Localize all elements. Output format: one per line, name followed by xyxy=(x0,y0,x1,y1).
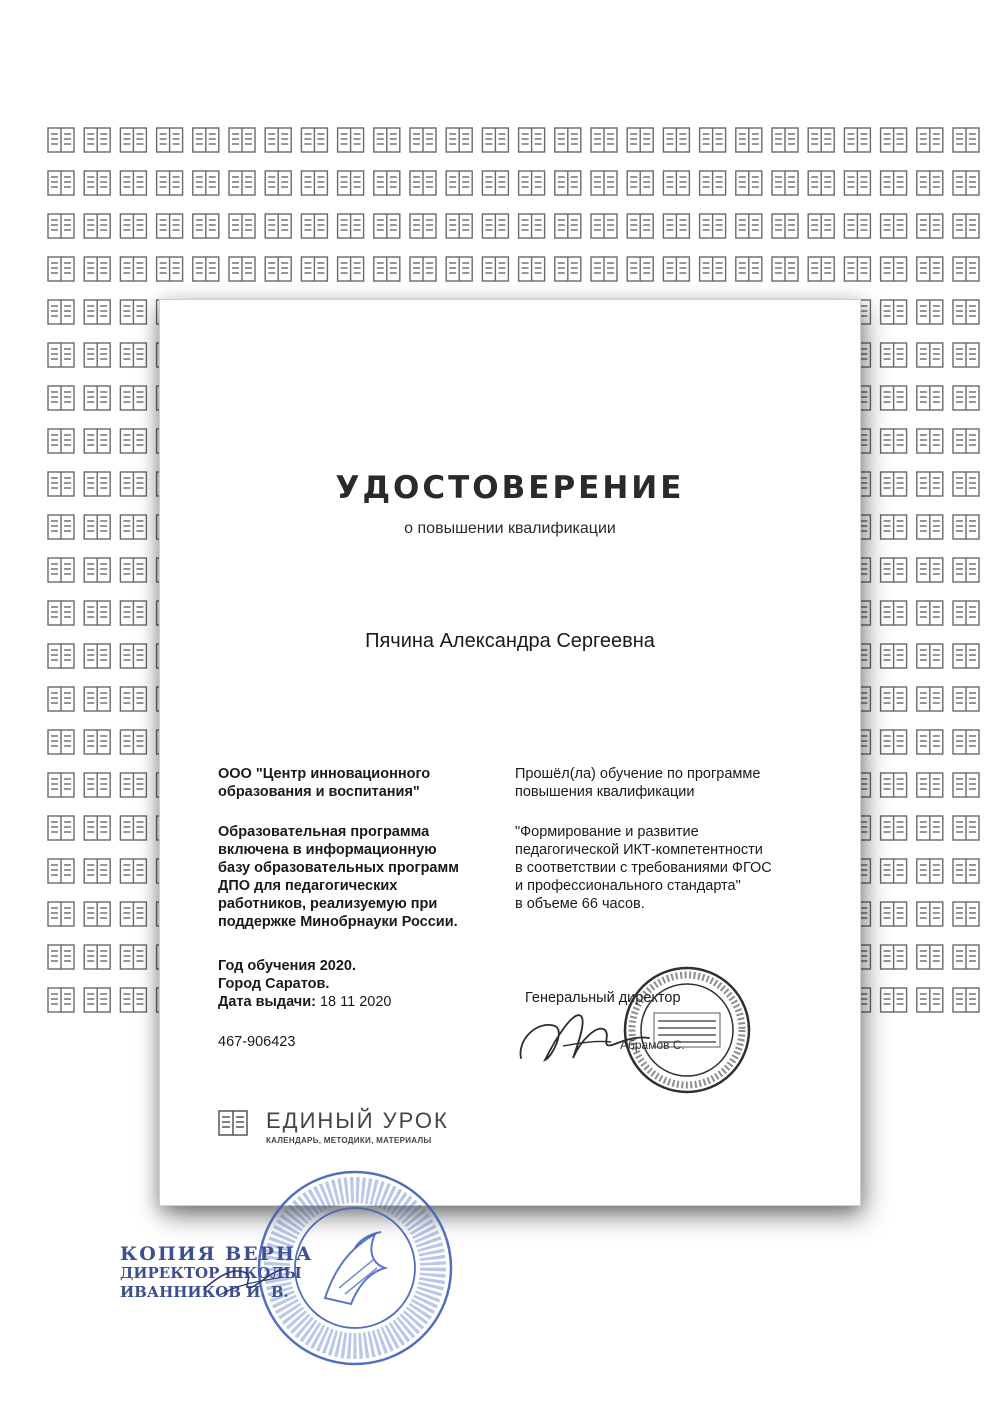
book-icon xyxy=(374,214,400,238)
book-icon xyxy=(120,214,146,238)
book-icon xyxy=(120,945,146,969)
book-icon xyxy=(48,429,74,453)
book-icon xyxy=(917,644,943,668)
book-icon xyxy=(193,214,219,238)
book-icon xyxy=(772,214,798,238)
book-icon xyxy=(446,257,472,281)
book-icon xyxy=(881,171,907,195)
book-icon xyxy=(917,214,943,238)
book-icon xyxy=(917,902,943,926)
book-icon xyxy=(736,214,762,238)
book-icon xyxy=(700,214,726,238)
book-icon xyxy=(808,128,834,152)
book-icon xyxy=(84,558,110,582)
book-icon xyxy=(120,300,146,324)
book-icon xyxy=(700,128,726,152)
book-icon xyxy=(736,257,762,281)
book-icon xyxy=(881,257,907,281)
book-icon xyxy=(881,214,907,238)
book-icon xyxy=(48,128,74,152)
book-icon xyxy=(48,902,74,926)
book-icon xyxy=(229,128,255,152)
book-icon xyxy=(917,515,943,539)
book-icon xyxy=(917,945,943,969)
book-icon xyxy=(700,171,726,195)
book-icon xyxy=(338,257,364,281)
book-icon xyxy=(265,128,291,152)
book-icon xyxy=(120,429,146,453)
book-icon xyxy=(84,859,110,883)
book-icon xyxy=(120,644,146,668)
book-icon xyxy=(917,386,943,410)
book-icon xyxy=(881,128,907,152)
registration-number: 467-906423 xyxy=(218,1034,296,1050)
book-icon xyxy=(519,257,545,281)
book-icon xyxy=(193,257,219,281)
book-icon xyxy=(265,214,291,238)
book-icon xyxy=(627,128,653,152)
book-icon xyxy=(120,816,146,840)
signatory-title: Генеральный директор xyxy=(525,990,681,1006)
book-icon xyxy=(917,730,943,754)
book-icon xyxy=(193,171,219,195)
book-icon xyxy=(700,257,726,281)
book-icon xyxy=(881,429,907,453)
left-column xyxy=(218,765,508,1051)
book-icon xyxy=(591,171,617,195)
book-icon xyxy=(881,730,907,754)
book-icon xyxy=(84,386,110,410)
copy-stamp-line3: ИВАННИКОВ И. В. xyxy=(120,1283,289,1301)
book-icon xyxy=(301,171,327,195)
book-icon xyxy=(519,214,545,238)
book-icon xyxy=(953,429,979,453)
book-icon xyxy=(663,214,689,238)
book-icon xyxy=(917,988,943,1012)
book-icon xyxy=(881,601,907,625)
book-icon xyxy=(881,773,907,797)
book-icon xyxy=(881,687,907,711)
book-icon xyxy=(84,300,110,324)
book-icon xyxy=(84,343,110,367)
book-icon xyxy=(917,687,943,711)
book-icon xyxy=(84,429,110,453)
book-icon xyxy=(48,386,74,410)
copy-stamp-line1: КОПИЯ ВЕРНА xyxy=(120,1243,314,1265)
book-icon xyxy=(301,214,327,238)
book-icon xyxy=(229,171,255,195)
book-icon xyxy=(48,859,74,883)
school-director-signature xyxy=(200,1255,290,1300)
book-icon xyxy=(120,257,146,281)
completion-text: Прошёл(ла) обучение по программе повышения квалификации xyxy=(515,766,761,800)
book-icon xyxy=(953,730,979,754)
book-icon xyxy=(953,644,979,668)
book-icon xyxy=(555,128,581,152)
edinyi-urok-logo xyxy=(218,1108,478,1148)
book-icon xyxy=(48,214,74,238)
book-icon xyxy=(48,988,74,1012)
book-icon xyxy=(953,945,979,969)
book-icon xyxy=(120,773,146,797)
book-icon xyxy=(953,515,979,539)
book-icon xyxy=(84,472,110,496)
book-icon xyxy=(157,171,183,195)
book-icon xyxy=(881,558,907,582)
organization-name: ООО "Центр инновационного образования и воспитания" xyxy=(218,766,431,800)
book-icon xyxy=(953,601,979,625)
book-icon xyxy=(917,859,943,883)
book-icon xyxy=(84,687,110,711)
book-icon xyxy=(953,257,979,281)
book-icon xyxy=(881,902,907,926)
issue-date-line xyxy=(218,993,508,1011)
book-icon xyxy=(808,214,834,238)
book-icon xyxy=(953,687,979,711)
book-icon xyxy=(917,472,943,496)
book-icon xyxy=(627,171,653,195)
logo-name: ЕДИНЫЙ УРОК xyxy=(266,1108,449,1133)
book-icon xyxy=(881,472,907,496)
book-icon xyxy=(917,558,943,582)
book-icon xyxy=(120,859,146,883)
book-icon xyxy=(591,128,617,152)
book-icon xyxy=(953,816,979,840)
book-icon xyxy=(953,300,979,324)
book-icon xyxy=(193,128,219,152)
book-icon xyxy=(482,257,508,281)
book-icon xyxy=(953,859,979,883)
book-icon xyxy=(953,128,979,152)
course-description: "Формирование и развитие педагогической ИКТ-компетентности в соответствии с требованиями ФГОС и профессионального стандарта" в объеме 66 часов. xyxy=(515,824,772,912)
book-icon xyxy=(120,601,146,625)
book-icon xyxy=(808,257,834,281)
book-icon xyxy=(917,343,943,367)
book-icon xyxy=(265,171,291,195)
book-icon xyxy=(881,644,907,668)
book-icon xyxy=(953,773,979,797)
book-icon xyxy=(917,128,943,152)
book-icon xyxy=(844,214,870,238)
certificate-subtitle: о повышении квалификации xyxy=(404,520,616,537)
book-icon xyxy=(48,816,74,840)
book-icon xyxy=(772,128,798,152)
book-icon xyxy=(953,214,979,238)
book-icon xyxy=(953,472,979,496)
book-icon xyxy=(48,558,74,582)
book-icon xyxy=(844,171,870,195)
book-icon xyxy=(519,171,545,195)
book-icon xyxy=(84,257,110,281)
book-icon xyxy=(120,730,146,754)
book-icon xyxy=(48,171,74,195)
book-icon xyxy=(772,257,798,281)
book-icon xyxy=(48,257,74,281)
book-icon xyxy=(844,257,870,281)
book-icon xyxy=(120,515,146,539)
book-icon xyxy=(84,945,110,969)
book-icon xyxy=(48,343,74,367)
right-column xyxy=(515,765,835,913)
book-icon xyxy=(120,472,146,496)
book-icon xyxy=(157,214,183,238)
book-icon xyxy=(48,601,74,625)
book-icon xyxy=(48,687,74,711)
book-icon xyxy=(338,171,364,195)
book-icon xyxy=(591,214,617,238)
issue-date-value: 18 11 2020 xyxy=(319,994,392,1010)
book-icon xyxy=(120,902,146,926)
book-icon xyxy=(917,773,943,797)
book-icon xyxy=(84,773,110,797)
book-icon xyxy=(446,171,472,195)
book-icon xyxy=(736,171,762,195)
book-icon xyxy=(84,644,110,668)
book-icon xyxy=(410,257,436,281)
book-icon xyxy=(410,128,436,152)
book-icon xyxy=(881,343,907,367)
book-icon xyxy=(953,343,979,367)
book-icon xyxy=(446,214,472,238)
book-icon xyxy=(48,644,74,668)
book-icon xyxy=(555,171,581,195)
book-icon xyxy=(881,300,907,324)
book-icon xyxy=(338,128,364,152)
book-icon xyxy=(917,816,943,840)
study-city: Город Саратов. xyxy=(218,976,330,992)
book-icon xyxy=(844,128,870,152)
logo-tagline: КАЛЕНДАРЬ, МЕТОДИКИ, МАТЕРИАЛЫ xyxy=(266,1136,432,1145)
issue-date-label: Дата выдачи: xyxy=(218,994,316,1010)
book-icon xyxy=(84,214,110,238)
certificate-sheet xyxy=(160,300,860,1205)
book-icon xyxy=(48,773,74,797)
book-icon xyxy=(374,171,400,195)
book-icon xyxy=(808,171,834,195)
book-icon xyxy=(772,171,798,195)
program-note: Образовательная программа включена в информационную базу образовательных программ ДПО для педагогических работников, реализуемую при поддержке Минобрнауки России. xyxy=(218,824,459,930)
book-icon xyxy=(374,128,400,152)
book-icon xyxy=(917,429,943,453)
book-icon xyxy=(84,902,110,926)
book-icon xyxy=(410,171,436,195)
book-icon xyxy=(881,386,907,410)
book-icon xyxy=(84,128,110,152)
book-icon xyxy=(953,386,979,410)
book-icon xyxy=(663,128,689,152)
signatory-name: Абрамов С. xyxy=(620,1038,685,1052)
copy-stamp-line2: ДИРЕКТОР ШКОЛЫ xyxy=(120,1264,302,1282)
book-icon xyxy=(48,472,74,496)
book-icon xyxy=(84,730,110,754)
book-icon xyxy=(157,257,183,281)
book-icon xyxy=(120,558,146,582)
book-icon xyxy=(953,902,979,926)
book-icon xyxy=(218,1110,248,1136)
book-icon xyxy=(881,515,907,539)
book-icon xyxy=(482,214,508,238)
book-icon xyxy=(917,300,943,324)
book-icon xyxy=(482,128,508,152)
book-icon xyxy=(48,730,74,754)
recipient-name: Пячина Александра Сергеевна xyxy=(365,630,655,652)
book-icon xyxy=(84,601,110,625)
book-icon xyxy=(120,687,146,711)
book-icon xyxy=(48,515,74,539)
book-icon xyxy=(120,128,146,152)
book-icon xyxy=(591,257,617,281)
book-icon xyxy=(48,300,74,324)
book-icon xyxy=(374,257,400,281)
book-icon xyxy=(229,257,255,281)
book-icon xyxy=(881,859,907,883)
book-icon xyxy=(881,988,907,1012)
book-icon xyxy=(120,988,146,1012)
book-icon xyxy=(917,171,943,195)
book-icon xyxy=(519,128,545,152)
book-icon xyxy=(265,257,291,281)
book-icon xyxy=(881,816,907,840)
director-signature xyxy=(515,1000,655,1070)
book-icon xyxy=(953,988,979,1012)
book-icon xyxy=(627,214,653,238)
book-icon xyxy=(627,257,653,281)
book-icon xyxy=(301,128,327,152)
book-icon xyxy=(410,214,436,238)
book-icon xyxy=(301,257,327,281)
book-icon xyxy=(663,257,689,281)
book-icon xyxy=(736,128,762,152)
book-icon xyxy=(229,214,255,238)
study-year: Год обучения 2020. xyxy=(218,958,357,974)
book-icon xyxy=(446,128,472,152)
book-icon xyxy=(881,945,907,969)
book-icon xyxy=(663,171,689,195)
book-icon xyxy=(953,558,979,582)
book-icon xyxy=(84,816,110,840)
book-icon xyxy=(953,171,979,195)
book-icon xyxy=(157,128,183,152)
book-icon xyxy=(120,386,146,410)
book-icon xyxy=(48,945,74,969)
book-icon xyxy=(917,257,943,281)
certificate-title: УДОСТОВЕРЕНИЕ xyxy=(335,470,685,506)
book-icon xyxy=(917,601,943,625)
book-icon xyxy=(84,171,110,195)
book-icon xyxy=(482,171,508,195)
book-icon xyxy=(555,257,581,281)
book-icon xyxy=(120,343,146,367)
book-icon xyxy=(84,988,110,1012)
book-icon xyxy=(120,171,146,195)
book-icon xyxy=(84,515,110,539)
book-icon xyxy=(555,214,581,238)
book-icon xyxy=(338,214,364,238)
